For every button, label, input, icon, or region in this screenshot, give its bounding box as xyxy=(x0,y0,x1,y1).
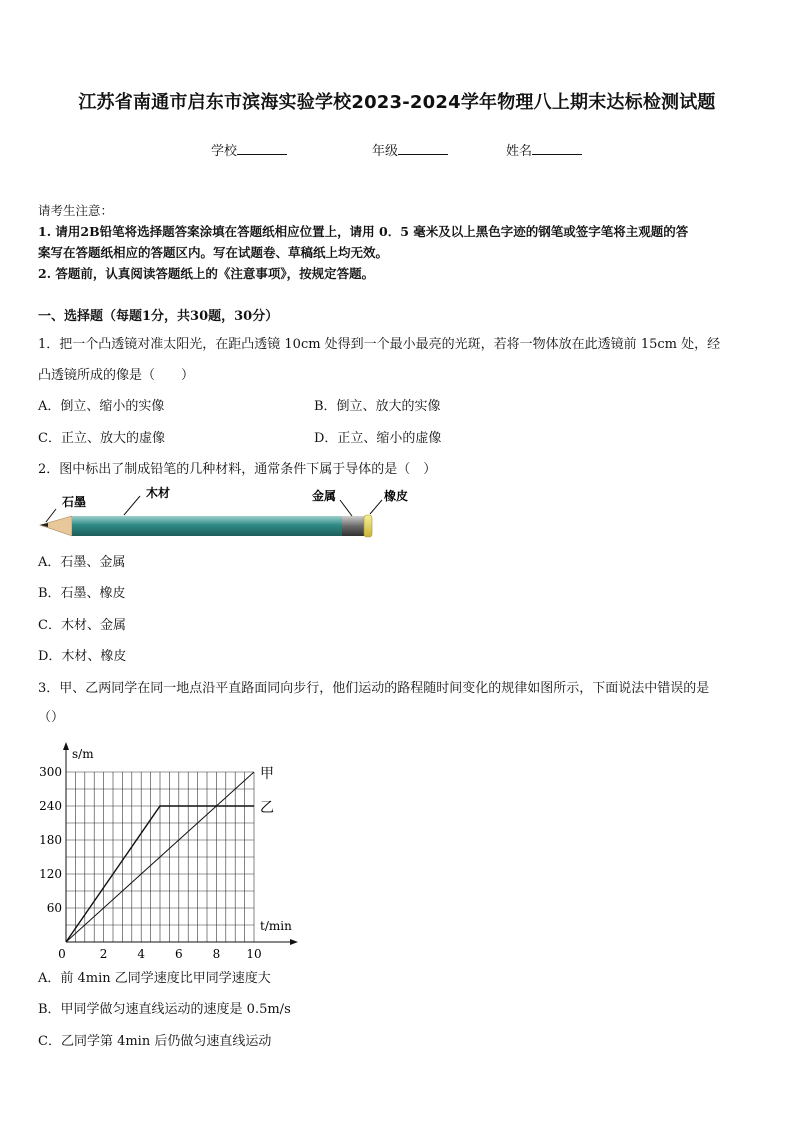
notice-block xyxy=(38,200,688,284)
y-tick-label: 60 xyxy=(46,901,62,915)
label-eraser: 橡皮 xyxy=(384,489,409,503)
series-label-2: 乙 xyxy=(260,800,274,816)
grade-blank[interactable] xyxy=(398,142,448,155)
q2-option-b[interactable]: B．石墨、橡皮 xyxy=(38,586,126,601)
pencil-diagram xyxy=(36,482,416,544)
q3-line1: 3．甲、乙两同学在同一地点沿平直路面同向步行，他们运动的路程随时间变化的规律如图所示，下面说法中错误的是 xyxy=(38,681,710,696)
label-metal: 金属 xyxy=(312,489,337,503)
name-label: 姓名 xyxy=(506,144,533,159)
y-axis-label: s/m xyxy=(72,747,94,761)
graphite-leader-line xyxy=(46,509,56,522)
q1-option-b[interactable]: B．倒立、放大的实像 xyxy=(314,399,441,414)
school-label: 学校 xyxy=(211,144,238,159)
distance-time-chart xyxy=(30,730,320,962)
x-tick-label: 4 xyxy=(137,947,146,961)
x-tick-label: 8 xyxy=(212,947,221,961)
x-tick-label: 6 xyxy=(174,947,183,961)
notice-line-1b: 案写在答题纸相应的答题区内。写在试题卷、草稿纸上均无效。 xyxy=(38,245,389,260)
name-field[interactable] xyxy=(506,140,582,159)
x-tick-label: 10 xyxy=(246,947,262,961)
q2-option-d[interactable]: D．木材、橡皮 xyxy=(38,649,127,664)
q3-option-a[interactable]: A．前 4min 乙同学速度比甲同学速度大 xyxy=(38,971,271,986)
q1-option-c[interactable]: C．正立、放大的虚像 xyxy=(38,431,165,446)
q2-option-a[interactable]: A．石墨、金属 xyxy=(38,555,126,570)
y-tick-label: 240 xyxy=(39,799,62,813)
q1-line2: 凸透镜所成的像是（ ） xyxy=(38,368,195,383)
q3-line2: （） xyxy=(38,710,65,725)
q3-option-c[interactable]: C．乙同学第 4min 后仍做匀速直线运动 xyxy=(38,1034,272,1049)
y-axis-arrow xyxy=(63,742,69,750)
y-tick-label: 300 xyxy=(39,765,62,779)
x-axis-label: t/min xyxy=(260,919,292,933)
notice-line-1a: 1. 请用2B铅笔将选择题答案涂填在答题纸相应位置上，请用 0．5 毫米及以上黑色字迹的钢笔或签字笔将主观题的答 xyxy=(38,224,689,239)
section-heading: 一、选择题（每题1分，共30题，30分） xyxy=(38,309,279,324)
label-wood: 木材 xyxy=(146,486,171,500)
notice-line-2: 2. 答题前，认真阅读答题纸上的《注意事项》，按规定答题。 xyxy=(38,266,375,281)
q1-option-a[interactable]: A．倒立、缩小的实像 xyxy=(38,399,165,414)
y-tick-label: 180 xyxy=(39,833,62,847)
x-axis-arrow xyxy=(290,939,298,945)
y-tick-label: 120 xyxy=(39,867,62,881)
pencil-eraser xyxy=(364,515,372,537)
q1-line1: 1．把一个凸透镜对准太阳光，在距凸透镜 10cm 处得到一个最小最亮的光斑，若将一物体放在此透镜前 15cm 处，经 xyxy=(38,337,721,352)
pencil-body xyxy=(72,516,344,536)
q2-stem: 2．图中标出了制成铅笔的几种材料，通常条件下属于导体的是（ ） xyxy=(38,462,437,477)
q2-option-c[interactable]: C．木材、金属 xyxy=(38,618,126,633)
school-blank[interactable] xyxy=(237,142,287,155)
school-field[interactable] xyxy=(211,140,287,159)
notice-heading: 请考生注意： xyxy=(38,203,114,218)
label-graphite: 石墨 xyxy=(62,495,87,509)
q3-option-b[interactable]: B．甲同学做匀速直线运动的速度是 0.5m/s xyxy=(38,1002,291,1017)
page-title: 江苏省南通市启东市滨海实验学校2023-2024学年物理八上期末达标检测试题 xyxy=(78,92,716,113)
q1-option-d[interactable]: D．正立、缩小的虚像 xyxy=(314,431,442,446)
eraser-leader-line xyxy=(370,500,382,514)
pencil-metal-band xyxy=(342,516,364,536)
grade-label: 年级 xyxy=(372,144,399,159)
wood-leader-line xyxy=(124,496,140,515)
x-tick-label: 2 xyxy=(99,947,108,961)
name-blank[interactable] xyxy=(532,142,582,155)
grade-field[interactable] xyxy=(372,140,448,159)
series-label-1: 甲 xyxy=(260,766,274,782)
metal-leader-line xyxy=(340,500,352,516)
x-tick-label: 0 xyxy=(58,947,66,961)
